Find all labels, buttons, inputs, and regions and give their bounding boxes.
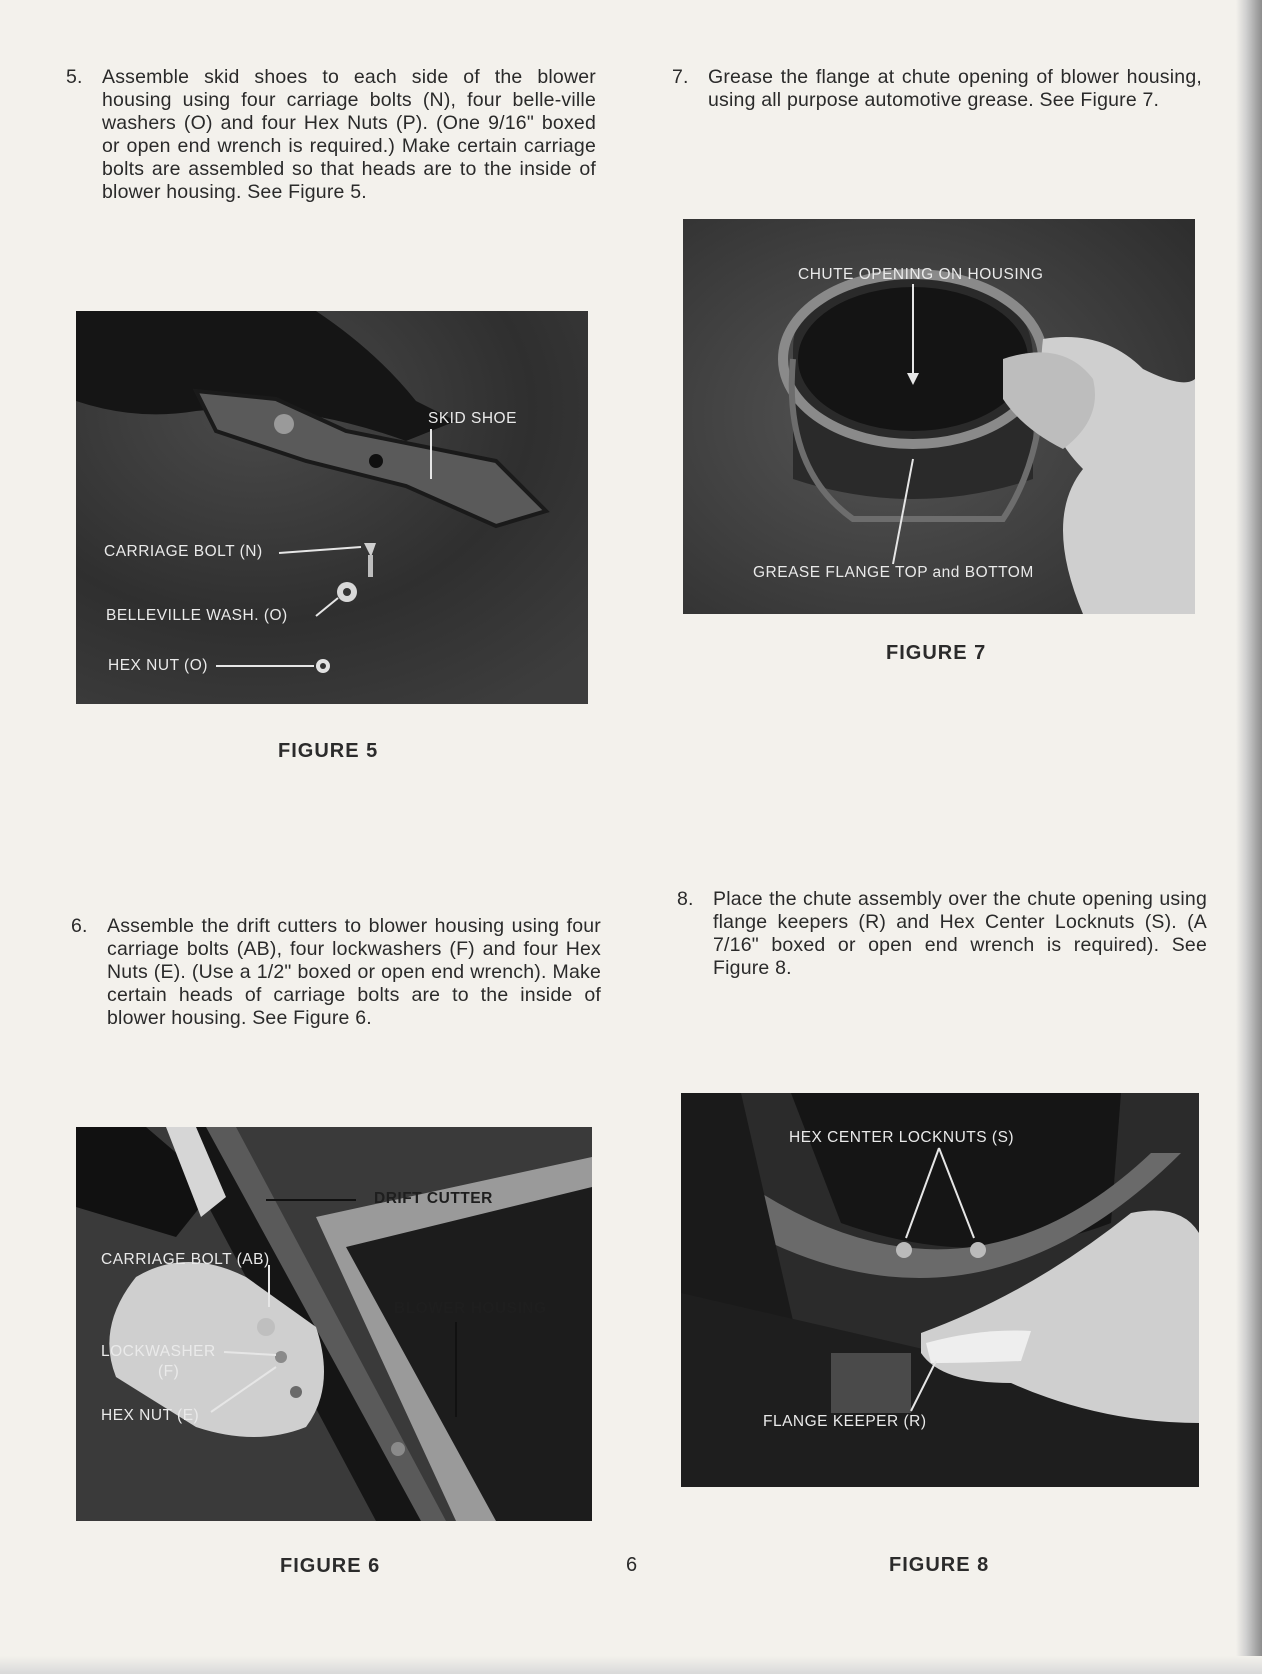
figure-6-photo	[76, 1127, 592, 1521]
step-7-number: 7.	[672, 66, 689, 88]
page-number: 6	[626, 1554, 638, 1576]
figure-5-caption: FIGURE 5	[278, 740, 379, 762]
figure-7-photo	[683, 219, 1195, 614]
step-5-number: 5.	[66, 66, 83, 88]
step-6-text: Assemble the drift cutters to blower housing using four carriage bolts (AB), four lockwashers (F) and four Hex Nuts (E). (Use a 1/2" boxed or open end wrench). Make certain heads of carriage bolts are to the inside of blower housing. See Figure 6.	[107, 915, 601, 1029]
step-7-text: Grease the flange at chute opening of blower housing, using all purpose automotive grease. See Figure 7.	[708, 66, 1202, 111]
figure-8-photo	[681, 1093, 1199, 1487]
label-carriage-bolt-n: CARRIAGE BOLT (N)	[104, 543, 263, 560]
step-5-text: Assemble skid shoes to each side of the blower housing using four carriage bolts (N), four belle-ville washers (O) and four Hex Nuts (P). (One 9/16" boxed or open end wrench is required.) Make certain carriage bolts are assembled so that heads are to the inside of blower housing. See Figure 5.	[102, 66, 596, 203]
label-carriage-bolt-ab: CARRIAGE BOLT (AB)	[101, 1251, 270, 1268]
label-belleville-washer: BELLEVILLE WASH. (O)	[106, 607, 288, 624]
step-7	[672, 66, 1202, 112]
label-chute-opening: CHUTE OPENING ON HOUSING	[798, 266, 1044, 283]
label-skid-shoe: SKID SHOE	[428, 410, 517, 427]
figure-5-scene	[76, 311, 588, 704]
label-drift-cutter: DRIFT CUTTER	[374, 1190, 493, 1207]
figure-6-caption: FIGURE 6	[280, 1555, 381, 1577]
figure-8-scene	[681, 1093, 1199, 1487]
label-flange-keeper: FLANGE KEEPER (R)	[763, 1413, 927, 1430]
label-lockwasher-f: (F)	[158, 1363, 180, 1380]
label-blower-housing: BLOWER HOUSING	[394, 1300, 547, 1317]
step-5	[66, 66, 596, 204]
label-hex-nut-o: HEX NUT (O)	[108, 657, 208, 674]
figure-7-caption: FIGURE 7	[886, 642, 987, 664]
step-8	[677, 888, 1207, 980]
figure-5-photo	[76, 311, 588, 704]
step-8-text: Place the chute assembly over the chute opening using flange keepers (R) and Hex Center Locknuts (S). (A 7/16" boxed or open end wrench is required). See Figure 8.	[713, 888, 1207, 979]
figure-8-caption: FIGURE 8	[889, 1554, 990, 1576]
figure-6-scene	[76, 1127, 592, 1521]
label-hex-center-locknuts: HEX CENTER LOCKNUTS (S)	[789, 1129, 1015, 1146]
page-edge-shadow	[1236, 0, 1262, 1674]
label-lockwasher: LOCKWASHER	[101, 1343, 216, 1360]
page-bottom-edge	[0, 1656, 1262, 1674]
step-6-number: 6.	[71, 915, 88, 937]
label-grease-flange: GREASE FLANGE TOP and BOTTOM	[753, 564, 1034, 581]
step-8-number: 8.	[677, 888, 694, 910]
step-6	[71, 915, 601, 1030]
label-hex-nut-e: HEX NUT (E)	[101, 1407, 200, 1424]
